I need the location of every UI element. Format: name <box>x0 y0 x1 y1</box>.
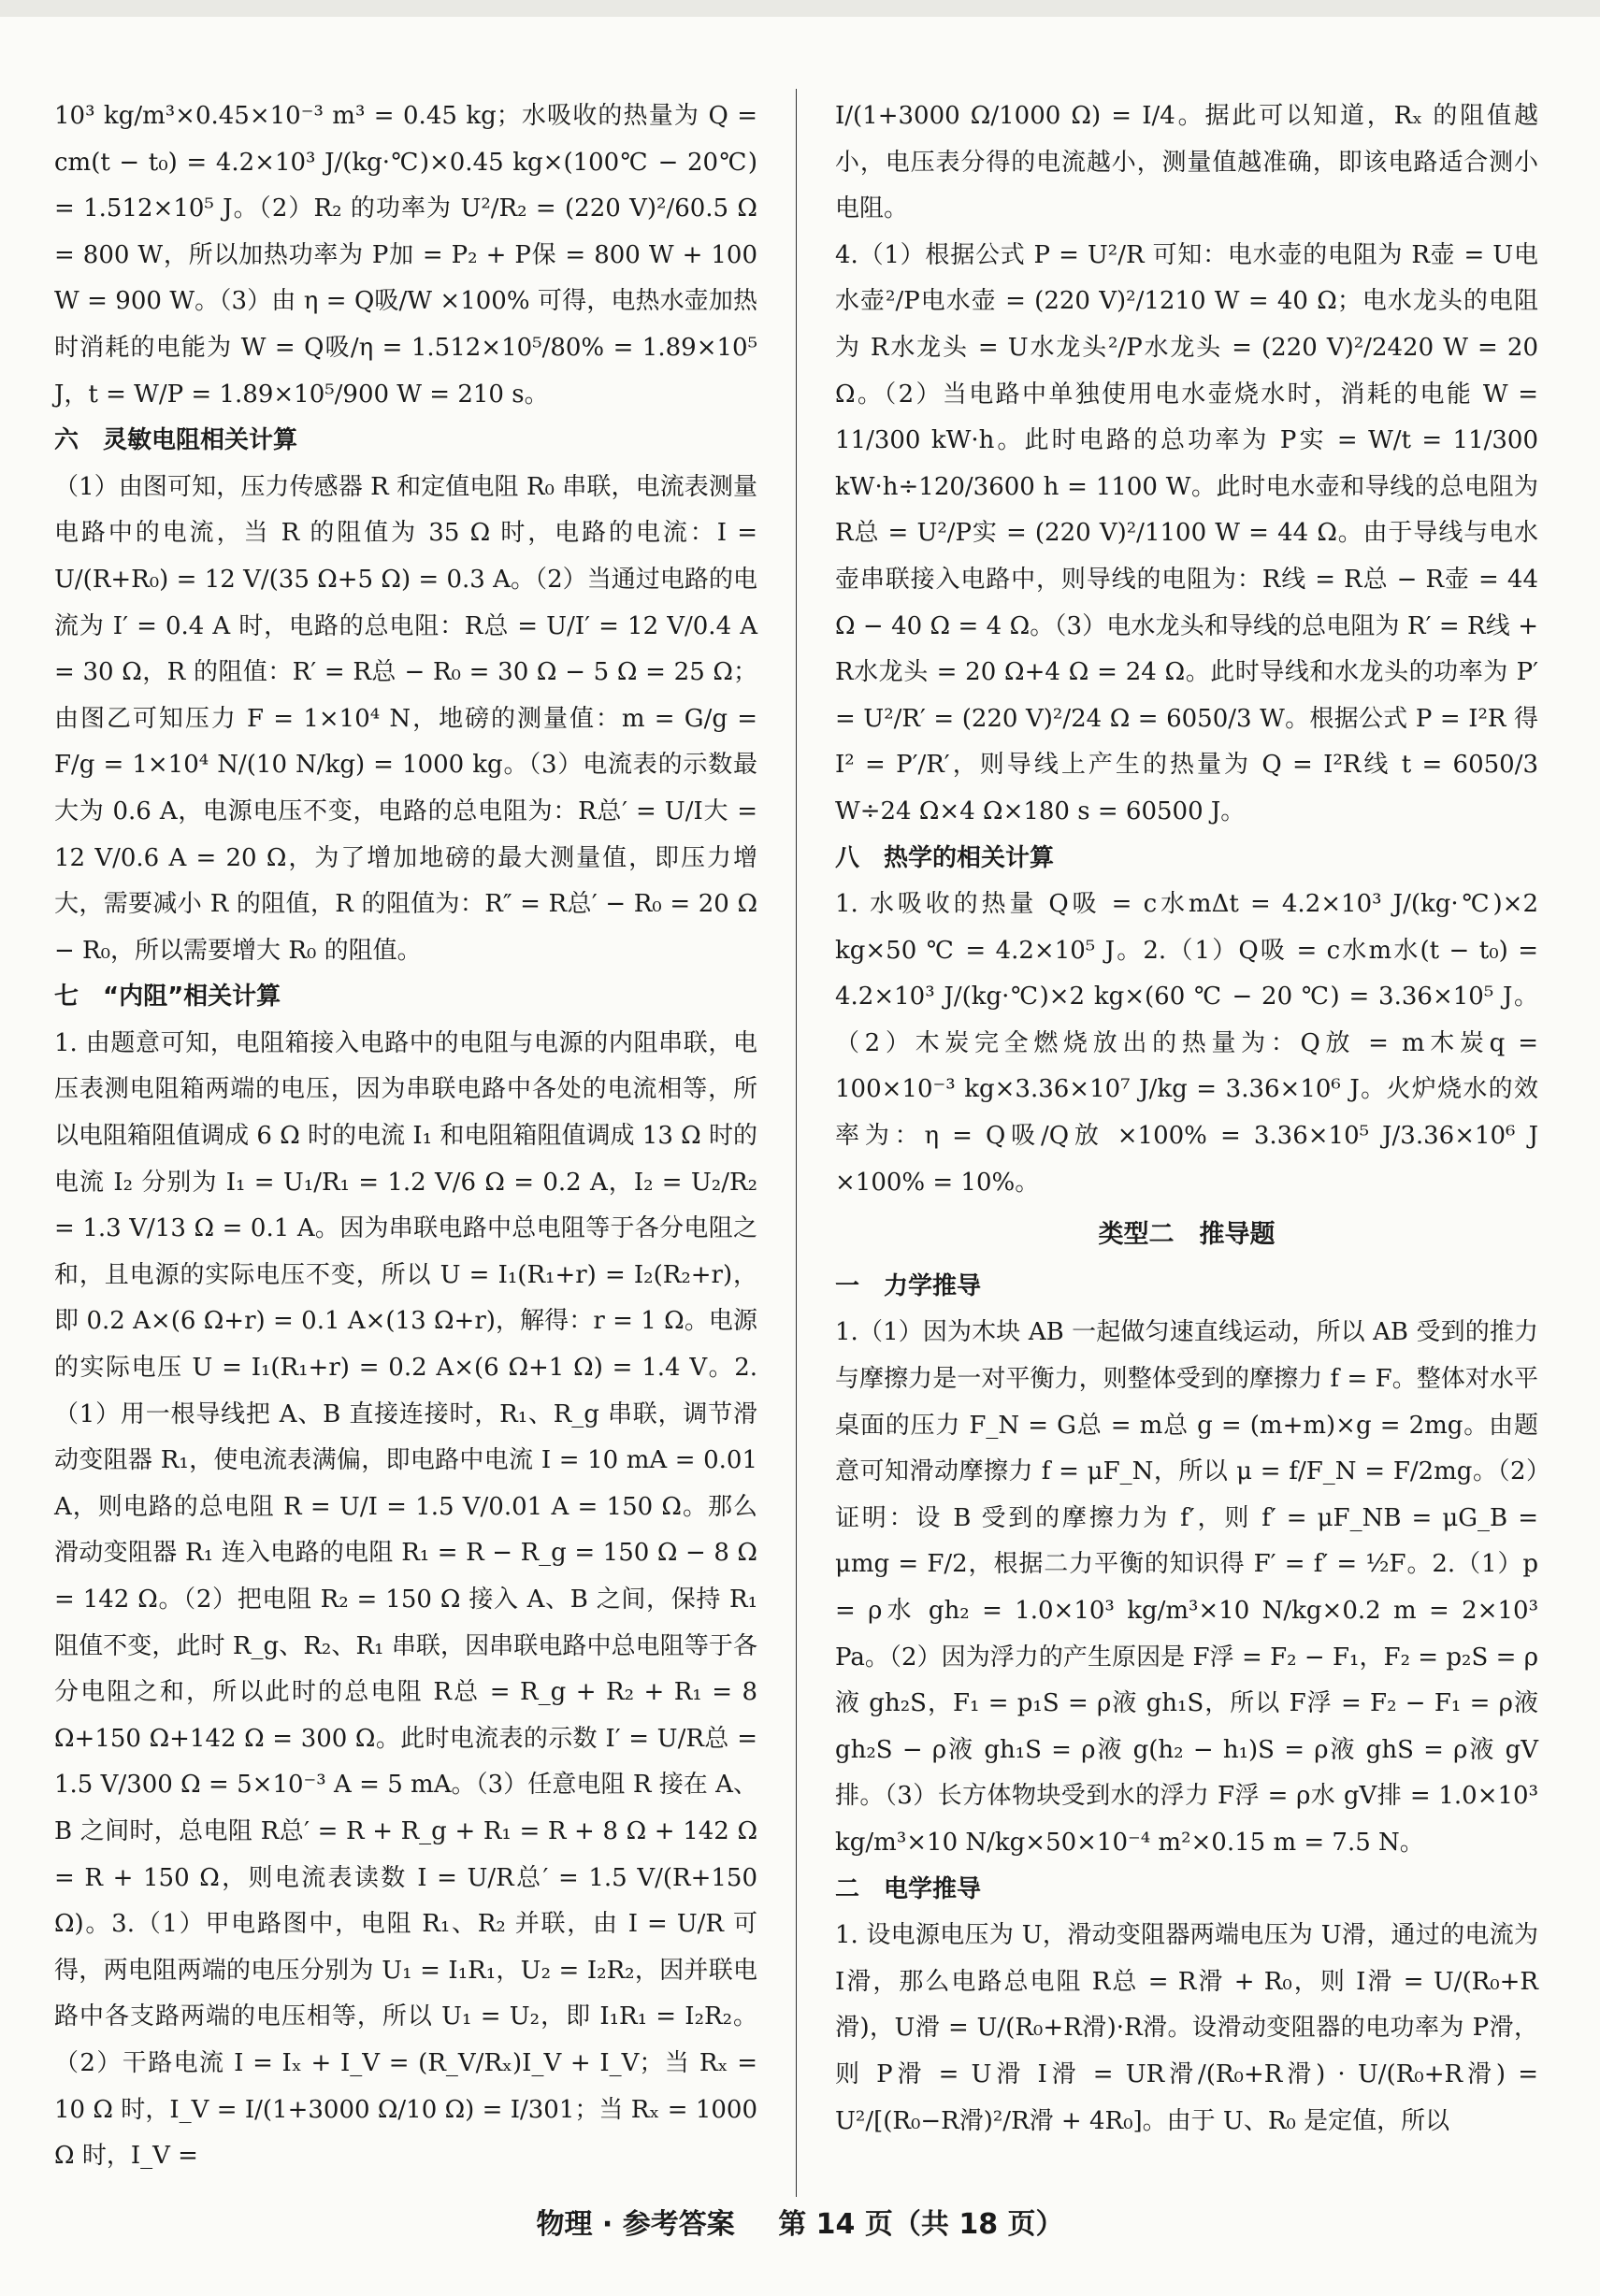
page-footer <box>0 2201 1600 2242</box>
paragraph-heater-calc: 10³ kg/m³×0.45×10⁻³ m³ = 0.45 kg；水吸收的热量为 Q = cm(t − t₀) = 4.2×10³ J/(kg·℃)×0.45 kg×(100℃ − 20℃) = 1.512×10⁵ J。（2）R₂ 的功率为 U²/R₂ = (220 V)²/60.5 Ω = 800 W，所以加热功率为 P加 = P₂ + P保 = 800 W + 100 W = 900 W。（3）由 η = Q吸/W ×100% 可得，电热水壶加热时消耗的电能为 W = Q吸/η = 1.512×10⁵/80% = 1.89×10⁵ J，t = W/P = 1.89×10⁵/900 W = 210 s。 <box>54 102 757 409</box>
type-heading-2: 类型二 推导题 <box>1098 1220 1276 1250</box>
paragraph-mechanics-derivation: 1.（1）因为木块 AB 一起做匀速直线运动，所以 AB 受到的推力与摩擦力是一对平衡力，则整体受到的摩擦力 f = F。整体对水平桌面的压力 F_N = G总 = m总 g = (m+m)×g = 2mg。由题意可知滑动摩擦力 f = μF_N，所以 μ = f/F_N = F/2mg。（2）证明：设 B 受到的摩擦力为 f′，则 f′ = μF_NB = μG_B = μmg = F/2，根据二力平衡的知识得 F′ = f′ = ½F。2.（1）p = ρ水 gh₂ = 1.0×10³ kg/m³×10 N/kg×0.2 m = 2×10³ Pa。（2）因为浮力的产生原因是 F浮 = F₂ − F₁，F₂ = p₂S = ρ液 gh₂S，F₁ = p₁S = ρ液 gh₁S，所以 F浮 = F₂ − F₁ = ρ液 gh₂S − ρ液 gh₁S = ρ液 g(h₂ − h₁)S = ρ液 ghS = ρ液 gV排。（3）长方体物块受到水的浮力 F浮 = ρ水 gV排 = 1.0×10³ kg/m³×10 N/kg×50×10⁻⁴ m²×0.15 m = 7.5 N。 <box>835 1318 1538 1857</box>
right-column <box>835 93 1538 2145</box>
paragraph-internal-resistance: 1. 由题意可知，电阻箱接入电路中的电阻与电源的内阻串联，电压表测电阻箱两端的电压，因为串联电路中各处的电流相等，所以电阻箱阻值调成 6 Ω 时的电流 I₁ 和电阻箱阻值调成 13 Ω 时的电流 I₂ 分别为 I₁ = U₁/R₁ = 1.2 V/6 Ω = 0.2 A，I₂ = U₂/R₂ = 1.3 V/13 Ω = 0.1 A。因为串联电路中总电阻等于各分电阻之和，且电源的实际电压不变，所以 U = I₁(R₁+r) = I₂(R₂+r)，即 0.2 A×(6 Ω+r) = 0.1 A×(13 Ω+r)，解得：r = 1 Ω。电源的实际电压 U = I₁(R₁+r) = 0.2 A×(6 Ω+1 Ω) = 1.4 V。2.（1）用一根导线把 A、B 直接连接时，R₁、R_g 串联，调节滑动变阻器 R₁，使电流表满偏，即电路中电流 I = 10 mA = 0.01 A，则电路的总电阻 R = U/I = 1.5 V/0.01 A = 150 Ω。那么滑动变阻器 R₁ 连入电路的电阻 R₁ = R − R_g = 150 Ω − 8 Ω = 142 Ω。（2）把电阻 R₂ = 150 Ω 接入 A、B 之间，保持 R₁ 阻值不变，此时 R_g、R₂、R₁ 串联，因串联电路中总电阻等于各分电阻之和，所以此时的总电阻 R总 = R_g + R₂ + R₁ = 8 Ω+150 Ω+142 Ω = 300 Ω。此时电流表的示数 I′ = U/R总 = 1.5 V/300 Ω = 5×10⁻³ A = 5 mA。（3）任意电阻 R 接在 A、B 之间时，总电阻 R总′ = R + R_g + R₁ = R + 8 Ω + 142 Ω = R + 150 Ω，则电流表读数 I = U/R总′ = 1.5 V/(R+150 Ω)。3.（1）甲电路图中，电阻 R₁、R₂ 并联，由 I = U/R 可得，两电阻两端的电压分别为 U₁ = I₁R₁，U₂ = I₂R₂，因并联电路中各支路两端的电压相等，所以 U₁ = U₂，即 I₁R₁ = I₂R₂。（2）干路电流 I = Iₓ + I_V = (R_V/Rₓ)I_V + I_V；当 Rₓ = 10 Ω 时，I_V = I/(1+3000 Ω/10 Ω) = I/301；当 Rₓ = 1000 Ω 时，I_V = <box>54 1028 757 2171</box>
section-heading-7: 七 “内阻”相关计算 <box>54 983 281 1012</box>
top-strip <box>0 0 1600 17</box>
paragraph-kettle-calc: 4.（1）根据公式 P = U²/R 可知：电水壶的电阻为 R壶 = U电水壶²/P电水壶 = (220 V)²/1210 W = 40 Ω；电水龙头的电阻为 R水龙头 = U水龙头²/P水龙头 = (220 V)²/2420 W = 20 Ω。（2）当电路中单独使用电水壶烧水时，消耗的电能 W = 11/300 kW·h。此时电路的总功率为 P实 = W/t = 11/300 kW·h÷120/3600 h = 1100 W。此时电水壶和导线的总电阻为 R总 = U²/P实 = (220 V)²/1100 W = 44 Ω。由于导线与电水壶串联接入电路中，则导线的电阻为：R线 = R总 − R壶 = 44 Ω − 40 Ω = 4 Ω。（3）电水龙头和导线的总电阻为 R′ = R线 + R水龙头 = 20 Ω+4 Ω = 24 Ω。此时导线和水龙头的功率为 P′ = U²/R′ = (220 V)²/24 Ω = 6050/3 W。根据公式 P = I²R 得 I² = P′/R′，则导线上产生的热量为 Q = I²R线 t = 6050/3 W÷24 Ω×4 Ω×180 s = 60500 J。 <box>835 240 1538 825</box>
footer-subject: 物理 · 参考答案 <box>536 2208 735 2241</box>
section-heading-6: 六 灵敏电阻相关计算 <box>54 426 298 455</box>
column-divider <box>796 89 797 2197</box>
section-heading-electricity: 二 电学推导 <box>835 1874 982 1903</box>
section-heading-8: 八 热学的相关计算 <box>835 843 1055 872</box>
paragraph-heat-calc: 1. 水吸收的热量 Q吸 = c水mΔt = 4.2×10³ J/(kg·℃)×2 kg×50 ℃ = 4.2×10⁵ J。2.（1）Q吸 = c水m水(t − t₀) = 4.2×10³ J/(kg·℃)×2 kg×(60 ℃ − 20 ℃) = 3.36×10⁵ J。（2）木炭完全燃烧放出的热量为：Q放 = m木炭q = 100×10⁻³ kg×3.36×10⁷ J/kg = 3.36×10⁶ J。火炉烧水的效率为：η = Q吸/Q放 ×100% = 3.36×10⁵ J/3.36×10⁶ J ×100% = 10%。 <box>835 890 1538 1197</box>
paragraph-sensor-calc: （1）由图可知，压力传感器 R 和定值电阻 R₀ 串联，电流表测量电路中的电流，当 R 的阻值为 35 Ω 时，电路的电流：I = U/(R+R₀) = 12 V/(35 Ω+5 Ω) = 0.3 A。（2）当通过电路的电流为 I′ = 0.4 A 时，电路的总电阻：R总 = U/I′ = 12 V/0.4 A = 30 Ω，R 的阻值：R′ = R总 − R₀ = 30 Ω − 5 Ω = 25 Ω；由图乙可知压力 F = 1×10⁴ N，地磅的测量值：m = G/g = F/g = 1×10⁴ N/(10 N/kg) = 1000 kg。（3）电流表的示数最大为 0.6 A，电源电压不变，电路的总电阻为：R总′ = U/I大 = 12 V/0.6 A = 20 Ω，为了增加地磅的最大测量值，即压力增大，需要减小 R 的阻值，R 的阻值为：R″ = R总′ − R₀ = 20 Ω − R₀，所以需要增大 R₀ 的阻值。 <box>54 472 757 965</box>
paragraph-electric-derivation: 1. 设电源电压为 U，滑动变阻器两端电压为 U滑，通过的电流为 I滑，那么电路总电阻 R总 = R滑 + R₀，则 I滑 = U/(R₀+R滑)，U滑 = U/(R₀+R滑)·R滑。设滑动变阻器的电功率为 P滑，则 P滑 = U滑 I滑 = UR滑/(R₀+R滑) · U/(R₀+R滑) = U²/[(R₀−R滑)²/R滑 + 4R₀]。由于 U、R₀ 是定值，所以 <box>835 1921 1538 2135</box>
left-column <box>54 93 757 2180</box>
footer-page-number: 第 14 页（共 18 页） <box>778 2208 1064 2241</box>
paragraph-voltmeter-continuation: I/(1+3000 Ω/1000 Ω) = I/4。据此可以知道，Rₓ 的阻值越小，电压表分得的电流越小，测量值越准确，即该电路适合测小电阻。 <box>835 102 1538 223</box>
section-heading-mechanics: 一 力学推导 <box>835 1271 982 1300</box>
